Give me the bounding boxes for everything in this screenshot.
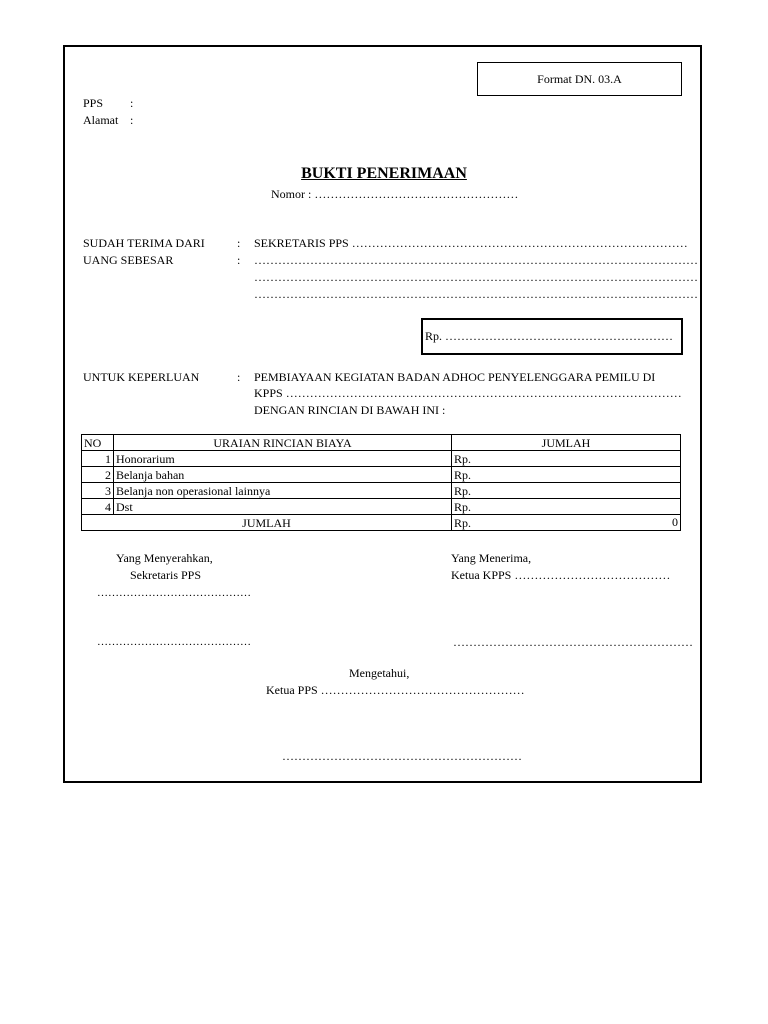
sign-right-dots: ……………………………………………………: [453, 635, 693, 649]
format-label: Format DN. 03.A: [537, 72, 622, 86]
row-uraian: Belanja bahan: [114, 467, 452, 483]
row-jumlah: Rp.: [452, 467, 681, 483]
sign-left-dots-1: ……………………………………: [97, 587, 251, 599]
header-no: NO: [82, 435, 114, 451]
row-no: 1: [82, 451, 114, 467]
pps-colon: :: [130, 96, 134, 110]
row-uraian: Honorarium: [114, 451, 452, 467]
sudah-terima-value: SEKRETARIS PPS …………………………………………………………………………: [254, 236, 688, 250]
uang-sebesar-line-2: …………………………………………………………………………………………………: [254, 270, 698, 284]
row-no: 4: [82, 499, 114, 515]
uang-sebesar-label: UANG SEBESAR: [83, 253, 174, 267]
table-total-row: [82, 515, 681, 531]
nomor-line: Nomor : ……………………………………………: [271, 187, 519, 201]
keperluan-line-1: PEMBIAYAAN KEGIATAN BADAN ADHOC PENYELENGGARA PEMILU DI: [254, 370, 656, 384]
sign-left-role: Yang Menyerahkan,: [116, 551, 213, 565]
sign-center-role: Mengetahui,: [349, 666, 410, 680]
header-uraian: URAIAN RINCIAN BIAYA: [114, 435, 452, 451]
table-row: [82, 467, 681, 483]
keperluan-colon: :: [237, 370, 241, 384]
row-uraian: Dst: [114, 499, 452, 515]
pps-label: PPS: [83, 96, 104, 110]
table-header-row: [82, 435, 681, 451]
sudah-terima-colon: :: [237, 236, 241, 250]
keperluan-line-3: DENGAN RINCIAN DI BAWAH INI :: [254, 403, 446, 417]
sign-left-title: Sekretaris PPS: [130, 568, 202, 582]
total-label: JUMLAH: [82, 515, 452, 531]
row-jumlah: Rp.: [452, 499, 681, 515]
table-row: [82, 451, 681, 467]
uang-sebesar-colon: :: [237, 253, 241, 267]
header-jumlah: JUMLAH: [452, 435, 681, 451]
amount-box-text: Rp. …………………………………………………: [425, 329, 674, 343]
total-amount-cell: [452, 515, 681, 531]
sign-right-role: Yang Menerima,: [451, 551, 532, 565]
table-row: [82, 499, 681, 515]
row-no: 2: [82, 467, 114, 483]
row-jumlah: Rp.: [452, 451, 681, 467]
format-label-box: [477, 62, 682, 96]
keperluan-line-2: KPPS ………………………………………………………………………………………: [254, 386, 682, 400]
sign-right-title: Ketua KPPS …………………………………: [451, 568, 671, 582]
uang-sebesar-line-1: …………………………………………………………………………………………………: [254, 253, 698, 267]
alamat-label: Alamat: [83, 113, 119, 127]
cost-breakdown-table: [81, 434, 681, 531]
document-title: BUKTI PENERIMAAN: [301, 165, 467, 182]
sign-center-dots: ……………………………………………………: [282, 749, 522, 763]
row-uraian: Belanja non operasional lainnya: [114, 483, 452, 499]
sudah-terima-label: SUDAH TERIMA DARI: [83, 236, 205, 250]
row-jumlah: Rp.: [452, 483, 681, 499]
uang-sebesar-line-3: …………………………………………………………………………………………………: [254, 287, 698, 301]
keperluan-label: UNTUK KEPERLUAN: [83, 370, 200, 384]
sign-center-title: Ketua PPS ……………………………………………: [266, 683, 525, 697]
total-rp: Rp.: [454, 515, 472, 530]
total-value: 0: [672, 515, 678, 529]
alamat-colon: :: [130, 113, 134, 127]
sign-left-dots-2: ……………………………………: [97, 636, 251, 648]
row-no: 3: [82, 483, 114, 499]
table-row: [82, 483, 681, 499]
amount-box: [421, 318, 683, 355]
